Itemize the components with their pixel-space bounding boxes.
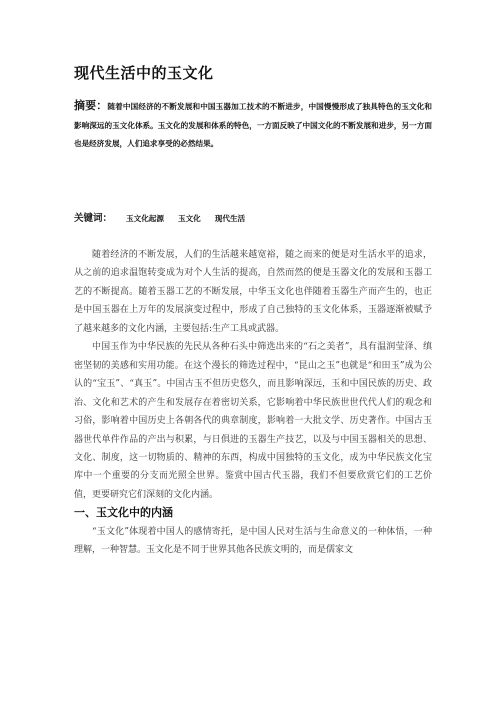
- keyword: 现代生活: [214, 214, 246, 223]
- body-text: [74, 246, 432, 560]
- paragraph: 中国玉作为中华民族的先民从各种石头中筛选出来的“石之美者”，具有温润莹泽、缜密坚韧的美感和实用功能。在这个漫长的筛选过程中，“昆山之玉”也就是“和田玉”成为公认的“宝玉”、“真玉”。中国古玉不但历史悠久，而且影响深远，玉和中国民族的历史、政治、文化和艺术的产生和发展存在着密切关系，它影响着中华民族世世代代人们的观念和习俗，影响着中国历史上各朝各代的典章制度，影响着一大批文学、历史著作。中国古玉器世代单件作品的产出与积累，与日俱进的玉器生产技艺，以及与中国玉器相关的思想、文化、制度，这一切物质的、精神的东西，构成中国独特的玉文化，成为中华民族文化宝库中一个重要的分支而光照全世界。鉴赏中国古代玉器，我们不但要欣赏它们的工艺价值，更要研究它们深刻的文化内涵。: [74, 342, 432, 500]
- section-heading: 一、玉文化中的内涵: [74, 506, 173, 520]
- keyword: 玉文化起源: [126, 214, 164, 223]
- paragraph: “玉文化”体现着中国人的感情寄托，是中国人民对生活与生命意义的一种体悟，一种理解，一种智慧。玉文化是不同于世界其他各民族文明的，而是儒家文: [74, 526, 432, 556]
- abstract-label: 摘要：: [74, 99, 108, 112]
- abstract: [74, 97, 432, 154]
- abstract-text: 随着中国经济的不断发展和中国玉器加工技术的不断进步，中国慢慢形成了独具特色的玉文化和影响深远的玉文化体系。玉文化的发展和体系的特色，一方面反映了中国文化的不断发展和进步，另一方面也是经济发展，人们追求享受的必然结果。: [74, 102, 433, 149]
- keyword: 玉文化: [177, 214, 201, 223]
- paragraph: 随着经济的不断发展，人们的生活越来越宽裕，随之而来的便是对生活水平的追求，从之前的追求温饱转变成为对个人生活的提高，自然而然的便是玉器文化的发展和玉器工艺的不断提高。随着玉器工艺的不断发展，中华玉文化也伴随着玉器生产而产生的，也正是中国玉器在上万年的发展演变过程中，形成了自己独特的玉文化体系，玉器逐渐被赋予了越来越多的文化内涵，主要包括:生产工具或武器。: [74, 250, 432, 334]
- keywords: [74, 210, 432, 224]
- document-title: 现代生活中的玉文化: [74, 64, 214, 82]
- keywords-label: 关键词：: [74, 213, 113, 224]
